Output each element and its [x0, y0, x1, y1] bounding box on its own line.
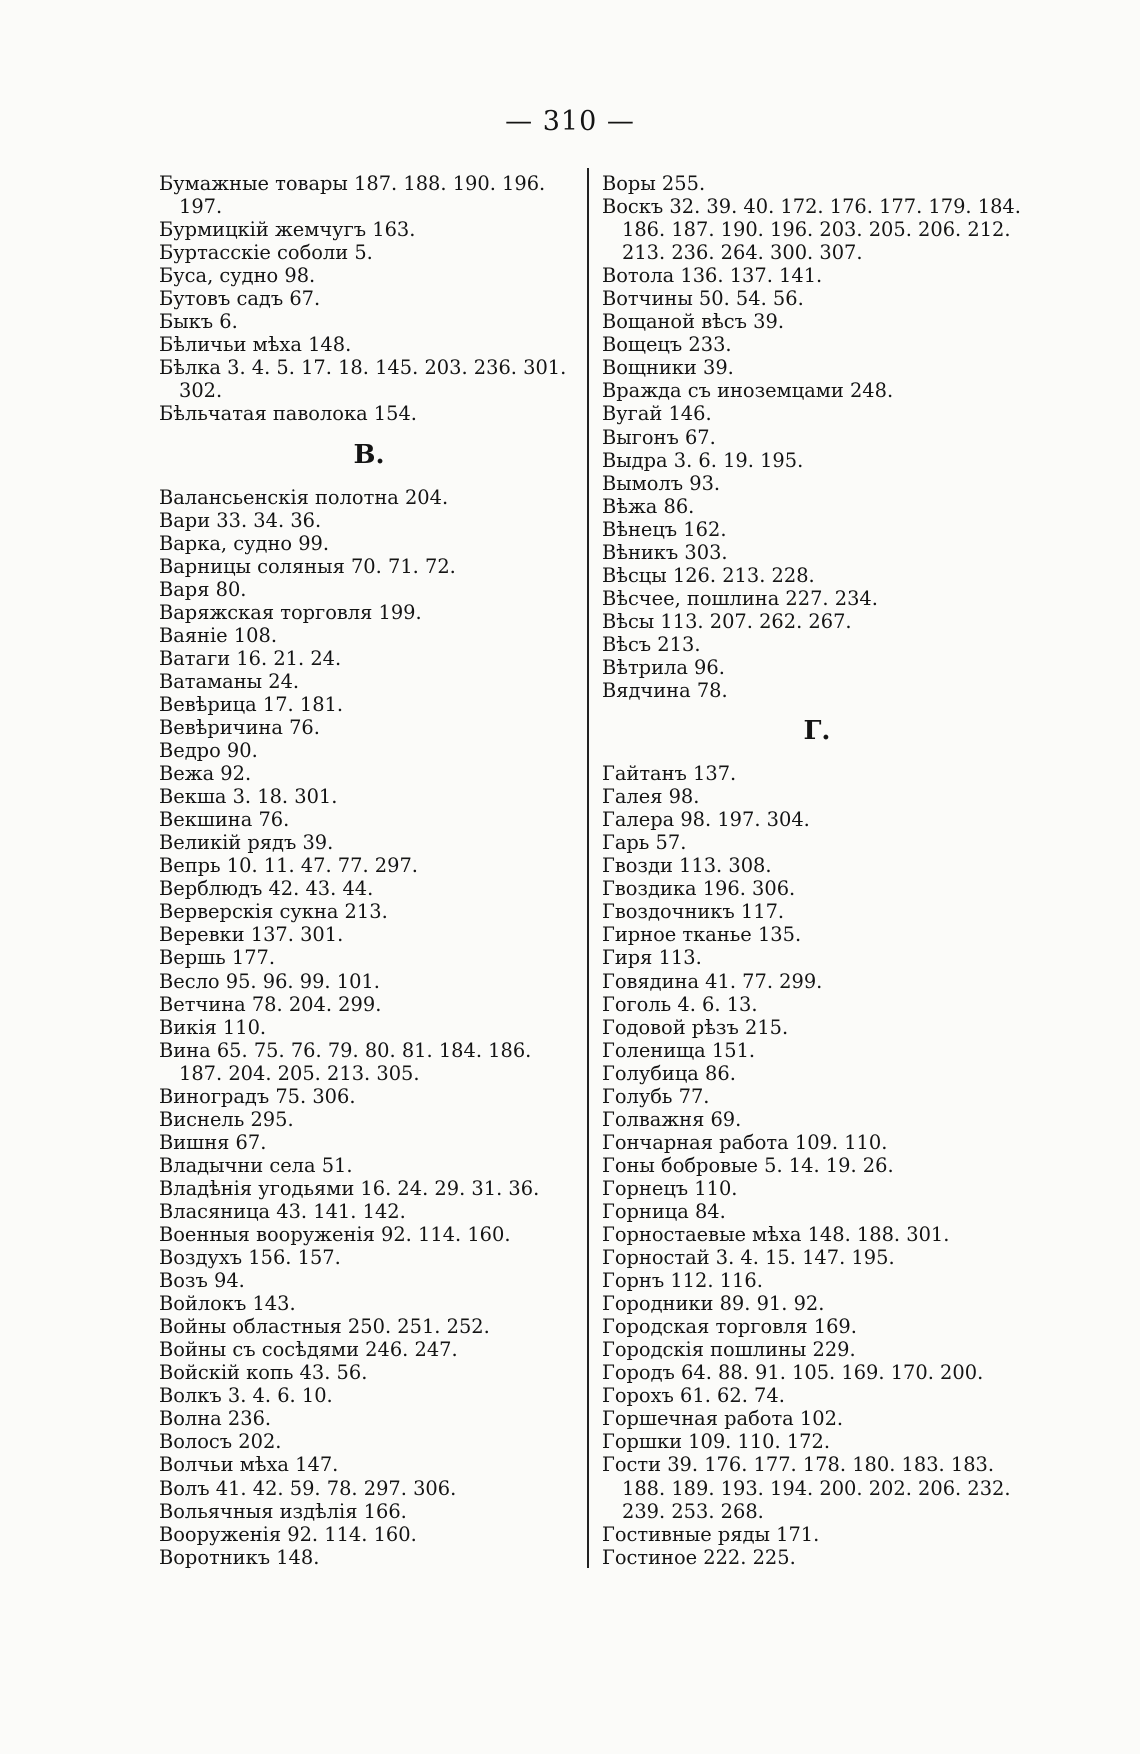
- index-entry: Быкъ 6.: [159, 310, 238, 334]
- index-entry: Великій рядъ 39.: [159, 831, 334, 855]
- index-entry: Вощаной вѣсъ 39.: [602, 310, 785, 334]
- index-entry: Воскъ 32. 39. 40. 172. 176. 177. 179. 184. 186. 187. 190. 196. 203. 205. 206. 212. 213. 236. 264. 300. 307.: [602, 195, 1021, 265]
- index-entry: Вощецъ 233.: [602, 333, 732, 357]
- entry-list-v: [159, 486, 579, 1569]
- index-entry: Ведро 90.: [159, 739, 258, 763]
- page-number: — 310 —: [505, 106, 635, 137]
- index-entry: Городская торговля 169.: [602, 1315, 857, 1339]
- index-entry: Ветчина 78. 204. 299.: [159, 992, 382, 1016]
- index-entry: Горохъ 61. 62. 74.: [602, 1384, 785, 1408]
- index-entry: Галея 98.: [602, 785, 700, 809]
- index-entry: Голенища 151.: [602, 1038, 756, 1062]
- index-entry: Вѣжа 86.: [602, 494, 695, 518]
- index-entry: Вѣтрила 96.: [602, 655, 725, 679]
- index-entry: Вооруженія 92. 114. 160.: [159, 1522, 417, 1546]
- index-entry: Вевѣричина 76.: [159, 715, 320, 739]
- index-entry: Войны областныя 250. 251. 252.: [159, 1315, 490, 1339]
- index-entry: Буса, судно 98.: [159, 264, 316, 288]
- index-entry: Горностаевые мѣха 148. 188. 301.: [602, 1223, 950, 1247]
- index-entry: Гвоздочникъ 117.: [602, 900, 785, 924]
- index-entry: Ватаги 16. 21. 24.: [159, 646, 342, 670]
- index-entry: Варницы соляныя 70. 71. 72.: [159, 554, 456, 578]
- index-entry: Горница 84.: [602, 1199, 726, 1223]
- index-entry: Варяжская торговля 199.: [159, 600, 422, 624]
- index-entry: Векшина 76.: [159, 808, 290, 832]
- index-entry: Голубица 86.: [602, 1061, 736, 1085]
- index-entry: Ватаманы 24.: [159, 669, 300, 693]
- index-entry: Воротникъ 148.: [159, 1545, 320, 1569]
- index-entry: Волосъ 202.: [159, 1430, 282, 1454]
- index-entry: Вишня 67.: [159, 1130, 267, 1154]
- index-entry: Воры 255.: [602, 172, 706, 195]
- index-entry: Голважня 69.: [602, 1107, 742, 1131]
- index-entry: Гирное тканье 135.: [602, 923, 802, 947]
- index-entry: Вугай 146.: [602, 402, 712, 426]
- index-entry: Волна 236.: [159, 1407, 272, 1431]
- section-letter-g: Г.: [803, 716, 831, 747]
- index-entry: Бѣличьи мѣха 148.: [159, 333, 352, 357]
- index-entry: Гостивные ряды 171.: [602, 1522, 820, 1546]
- index-entry: Весло 95. 96. 99. 101.: [159, 969, 380, 993]
- index-column-right: [602, 172, 1032, 1569]
- index-entry: Вымолъ 93.: [602, 471, 721, 495]
- index-entry: Городскія пошлины 229.: [602, 1338, 856, 1362]
- index-entry: Владычни села 51.: [159, 1153, 353, 1177]
- index-entry: Викія 110.: [159, 1015, 267, 1039]
- index-entry: Вядчина 78.: [602, 679, 728, 703]
- index-entry: Бурмицкій жемчугъ 163.: [159, 218, 416, 242]
- index-entry: Годовой рѣзъ 215.: [602, 1015, 789, 1039]
- index-entry: Вѣсчее, пошлина 227. 234.: [602, 586, 878, 610]
- index-entry: Горнецъ 110.: [602, 1176, 738, 1200]
- index-entry: Вевѣрица 17. 181.: [159, 692, 344, 716]
- index-entry: Варя 80.: [159, 577, 247, 601]
- index-entry: Вина 65. 75. 76. 79. 80. 81. 184. 186. 187. 204. 205. 213. 305.: [159, 1038, 532, 1085]
- index-entry: Верблюдъ 42. 43. 44.: [159, 877, 374, 901]
- index-entry: Вѣнецъ 162.: [602, 517, 727, 541]
- index-entry: Виснель 295.: [159, 1107, 294, 1131]
- index-entry: Военныя вооруженія 92. 114. 160.: [159, 1223, 511, 1247]
- index-entry: Вѣникъ 303.: [602, 540, 728, 564]
- section-letter-v: В.: [353, 439, 385, 470]
- index-entry: Валансьенскія полотна 204.: [159, 485, 449, 509]
- index-entry: Галера 98. 197. 304.: [602, 808, 810, 832]
- index-entry: Ваяніе 108.: [159, 623, 277, 647]
- index-entry: Векша 3. 18. 301.: [159, 785, 338, 809]
- index-entry: Гоны бобровые 5. 14. 19. 26.: [602, 1153, 894, 1177]
- index-entry: Городники 89. 91. 92.: [602, 1292, 825, 1316]
- index-entry: Голубь 77.: [602, 1084, 710, 1108]
- index-entry: Верверскія сукна 213.: [159, 900, 388, 924]
- index-entry: Бѣльчатая паволока 154.: [159, 402, 417, 426]
- index-entry: Горнъ 112. 116.: [602, 1269, 763, 1293]
- index-entry: Волкъ 3. 4. 6. 10.: [159, 1384, 333, 1408]
- index-entry: Войлокъ 143.: [159, 1292, 296, 1316]
- index-entry: Гоголь 4. 6. 13.: [602, 992, 758, 1016]
- index-entry: Выдра 3. 6. 19. 195.: [602, 448, 804, 472]
- index-entry: Вѣсы 113. 207. 262. 267.: [602, 609, 852, 633]
- index-entry: Городъ 64. 88. 91. 105. 169. 170. 200.: [602, 1361, 984, 1385]
- index-entry: Вари 33. 34. 36.: [159, 508, 322, 532]
- index-entry: Вотола 136. 137. 141.: [602, 264, 823, 288]
- index-entry: Виноградъ 75. 306.: [159, 1084, 356, 1108]
- index-entry: Гарь 57.: [602, 831, 687, 855]
- index-entry: Вершь 177.: [159, 946, 276, 970]
- entry-list-v-continued: [602, 172, 1032, 702]
- column-divider: [587, 168, 589, 1568]
- index-entry: Власяница 43. 141. 142.: [159, 1199, 406, 1223]
- index-entry: Войны съ сосѣдями 246. 247.: [159, 1338, 458, 1362]
- index-entry: Воздухъ 156. 157.: [159, 1246, 341, 1270]
- index-entry: Гайтанъ 137.: [602, 762, 737, 786]
- index-entry: Горшечная работа 102.: [602, 1407, 844, 1431]
- index-column-left: [159, 172, 579, 1569]
- entry-list-g: [602, 762, 1032, 1569]
- index-entry: Говядина 41. 77. 299.: [602, 969, 823, 993]
- index-entry: Волъ 41. 42. 59. 78. 297. 306.: [159, 1476, 457, 1500]
- index-entry: Веревки 137. 301.: [159, 923, 344, 947]
- index-entry: Бутовъ садъ 67.: [159, 287, 321, 311]
- index-entry: Гвозди 113. 308.: [602, 854, 772, 878]
- index-entry: Вепрь 10. 11. 47. 77. 297.: [159, 854, 418, 878]
- index-entry: Горностай 3. 4. 15. 147. 195.: [602, 1246, 895, 1270]
- index-entry: Гвоздика 196. 306.: [602, 877, 796, 901]
- index-entry: Владѣнія угодьями 16. 24. 29. 31. 36.: [159, 1176, 540, 1200]
- index-entry: Гиря 113.: [602, 946, 702, 970]
- index-entry: Вѣсцы 126. 213. 228.: [602, 563, 815, 587]
- index-entry: Вощники 39.: [602, 356, 734, 380]
- index-entry: Гости 39. 176. 177. 178. 180. 183. 183. 188. 189. 193. 194. 200. 202. 206. 232. 239. 253. 268.: [602, 1453, 1011, 1523]
- index-entry: Бѣлка 3. 4. 5. 17. 18. 145. 203. 236. 301. 302.: [159, 356, 567, 403]
- index-entry: Вежа 92.: [159, 762, 252, 786]
- index-entry: Выгонъ 67.: [602, 425, 716, 449]
- index-entry: Вѣсъ 213.: [602, 632, 701, 656]
- index-entry: Гостиное 222. 225.: [602, 1545, 796, 1569]
- index-entry: Буртасскіе соболи 5.: [159, 241, 373, 265]
- index-entry: Гончарная работа 109. 110.: [602, 1130, 888, 1154]
- entry-list-b: [159, 172, 579, 426]
- index-entry: Возъ 94.: [159, 1269, 245, 1293]
- index-entry: Вражда съ иноземцами 248.: [602, 379, 894, 403]
- index-entry: Варка, судно 99.: [159, 531, 330, 555]
- index-entry: Вольячныя издѣлія 166.: [159, 1499, 407, 1523]
- index-entry: Волчьи мѣха 147.: [159, 1453, 339, 1477]
- index-entry: Вотчины 50. 54. 56.: [602, 287, 804, 311]
- index-entry: Войскій копь 43. 56.: [159, 1361, 368, 1385]
- index-entry: Бумажные товары 187. 188. 190. 196. 197.: [159, 172, 546, 219]
- index-entry: Горшки 109. 110. 172.: [602, 1430, 831, 1454]
